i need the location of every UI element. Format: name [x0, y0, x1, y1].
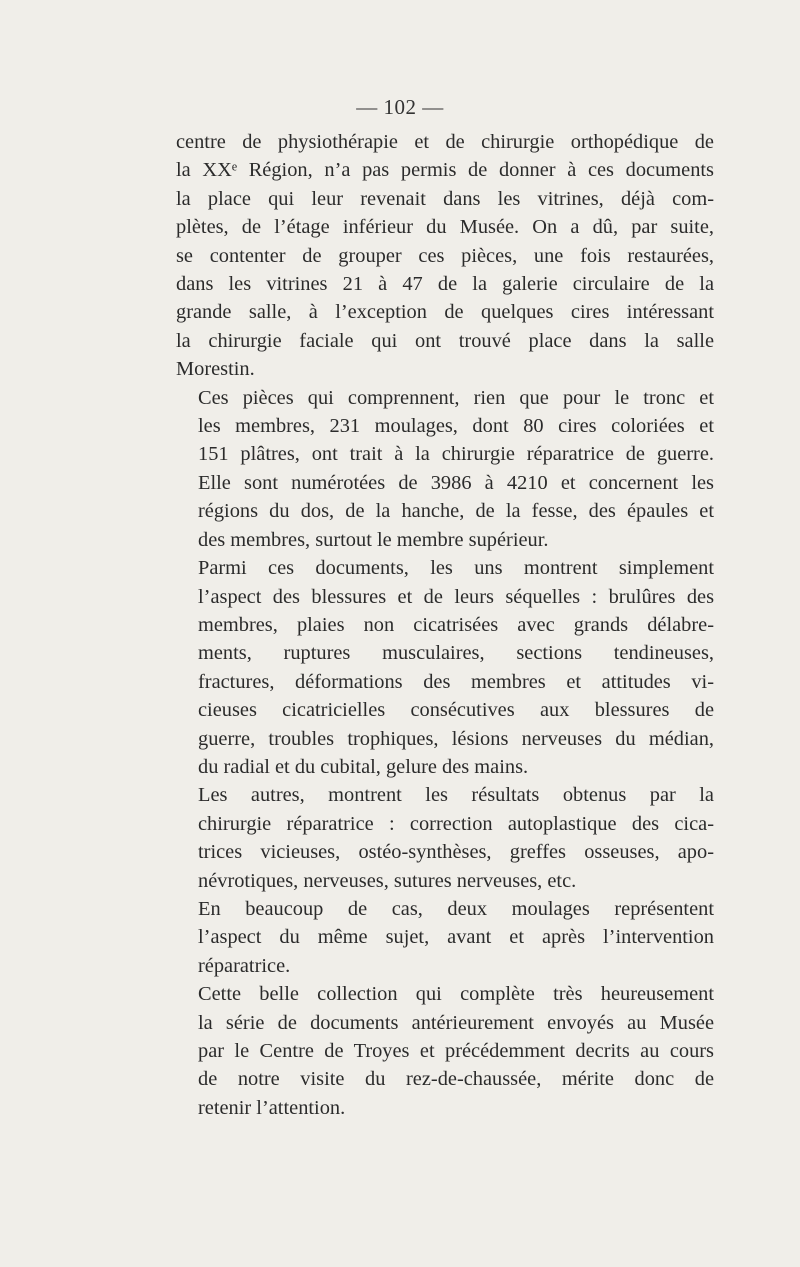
text-line: chirurgie réparatrice : correction autoplastique des cica- [198, 812, 714, 835]
body-text [176, 128, 714, 1122]
text-line: la place qui leur revenait dans les vitrines, déjà com- [176, 187, 714, 210]
paragraph [176, 554, 714, 781]
text-line: par le Centre de Troyes et précédemment decrits au cours [198, 1040, 714, 1062]
paragraph [176, 980, 714, 1122]
paragraph [176, 384, 714, 554]
text-line: guerre, troubles trophiques, lésions nerveuses du médian, [198, 727, 714, 750]
text-line: Morestin. [176, 358, 255, 381]
text-line: la série de documents antérieurement envoyés au Musée [198, 1011, 714, 1034]
text-line: Elle sont numérotées de 3986 à 4210 et concernent les [198, 471, 714, 494]
text-line: ments, ruptures musculaires, sections tendineuses, [198, 642, 714, 665]
text-line: plètes, de l’étage inférieur du Musée. On a dû, par suite, [176, 216, 714, 239]
text-line: fractures, déformations des membres et attitudes vi- [198, 670, 714, 693]
page-number: — 102 — [356, 95, 444, 119]
text-line: retenir l’attention. [198, 1096, 346, 1119]
text-line: centre de physiothérapie et de chirurgie orthopédique de [176, 131, 714, 153]
paragraph [176, 781, 714, 895]
text-line: 151 plâtres, ont trait à la chirurgie réparatrice de guerre. [198, 443, 714, 466]
text-line: Ces pièces qui comprennent, rien que pour le tronc et [198, 386, 714, 409]
paragraph [176, 128, 714, 384]
text-line: les membres, 231 moulages, dont 80 cires coloriées et [198, 415, 714, 438]
text-line: des membres, surtout le membre supérieur. [198, 528, 549, 551]
text-line: du radial et du cubital, gelure des mains. [198, 755, 529, 778]
text-line: Les autres, montrent les résultats obtenus par la [198, 784, 714, 807]
text-line: membres, plaies non cicatrisées avec grands délabre- [198, 613, 714, 636]
text-line: réparatrice. [198, 954, 291, 977]
text-line: névrotiques, nerveuses, sutures nerveuses, etc. [198, 869, 577, 892]
text-line: l’aspect du même sujet, avant et après l’intervention [198, 926, 714, 949]
text-line: de notre visite du rez-de-chaussée, mérite donc de [198, 1068, 714, 1091]
text-line: En beaucoup de cas, deux moulages représentent [198, 897, 714, 920]
text-line: la XXᵉ Région, n’a pas permis de donner à ces documents [176, 159, 714, 182]
text-line: cieuses cicatricielles consécutives aux blessures de [198, 699, 714, 722]
text-line: Cette belle collection qui complète très heureusement [198, 983, 714, 1006]
text-line: régions du dos, de la hanche, de la fesse, des épaules et [198, 500, 714, 523]
text-line: dans les vitrines 21 à 47 de la galerie circulaire de la [176, 273, 714, 296]
text-line: l’aspect des blessures et de leurs séquelles : brulûres des [198, 585, 714, 608]
text-line: se contenter de grouper ces pièces, une fois restaurées, [176, 244, 714, 267]
text-line: la chirurgie faciale qui ont trouvé place dans la salle [176, 329, 714, 352]
text-line: trices vicieuses, ostéo-synthèses, greffes osseuses, apo- [198, 841, 714, 864]
paragraph [176, 895, 714, 980]
text-line: grande salle, à l’exception de quelques cires intéressant [176, 301, 714, 324]
text-line: Parmi ces documents, les uns montrent simplement [198, 557, 714, 580]
